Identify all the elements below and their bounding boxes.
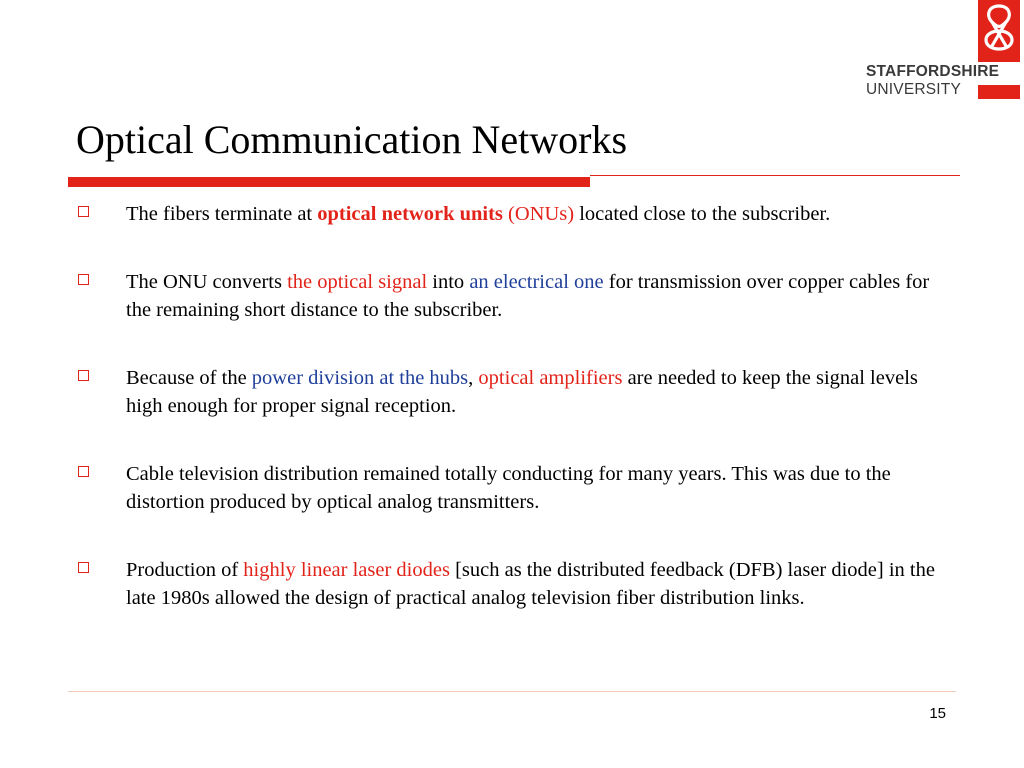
bullet-text: for transmission over copper cables for the remaining short distance to the subscriber. [126, 271, 930, 321]
bullet-highlight-text: (ONUs) [502, 203, 575, 225]
footer-divider [68, 691, 956, 692]
logo-text-line2: UNIVERSITY [866, 81, 962, 98]
bullet-highlight-text: an electrical one [469, 271, 604, 293]
bullet-text: Because of the [126, 367, 252, 389]
knot-emblem-icon [978, 0, 1020, 62]
bullet-text: The ONU converts [126, 271, 288, 293]
square-bullet-icon [78, 274, 89, 285]
bullet-text: Production of [126, 559, 244, 581]
square-bullet-icon [78, 466, 89, 477]
bullet-highlight-text: optical network units [317, 203, 503, 225]
square-bullet-icon [78, 562, 89, 573]
university-logo [866, 0, 1022, 104]
bullet-highlight-text: the optical signal [287, 271, 428, 293]
bullet-text: located close to the subscriber. [574, 203, 831, 225]
square-bullet-icon [78, 206, 89, 217]
slide-title: Optical Communication Networks [76, 117, 628, 162]
bullet-text: The fibers terminate at [126, 203, 318, 225]
bullet-text: into [427, 271, 470, 293]
square-bullet-icon [78, 370, 89, 381]
bullet-text: [such as the distributed feedback (DFB) laser diode] in the late 1980s allowed the design of practical analog television fiber distribution links. [126, 559, 935, 609]
bullet-text: , [468, 367, 479, 389]
logo-red-bar [978, 85, 1020, 99]
bullet-list [76, 200, 956, 652]
bullet-item [76, 364, 956, 420]
title-underline-thick [68, 177, 590, 187]
bullet-item [76, 200, 956, 228]
page-number: 15 [929, 705, 946, 722]
logo-text-line1: STAFFORDSHIRE [866, 63, 1000, 80]
bullet-text: are needed to keep the signal levels high enough for proper signal reception. [126, 367, 918, 417]
bullet-item [76, 460, 956, 516]
bullet-highlight-text: highly linear laser diodes [243, 559, 450, 581]
bullet-highlight-text: optical amplifiers [478, 367, 623, 389]
title-underline-thin [590, 175, 960, 176]
bullet-item [76, 268, 956, 324]
bullet-item [76, 556, 956, 612]
bullet-highlight-text: power division at the hubs [251, 367, 469, 389]
bullet-text: Cable television distribution remained totally conducting for many years. This was due to the distortion produced by optical analog transmitters. [126, 463, 891, 513]
